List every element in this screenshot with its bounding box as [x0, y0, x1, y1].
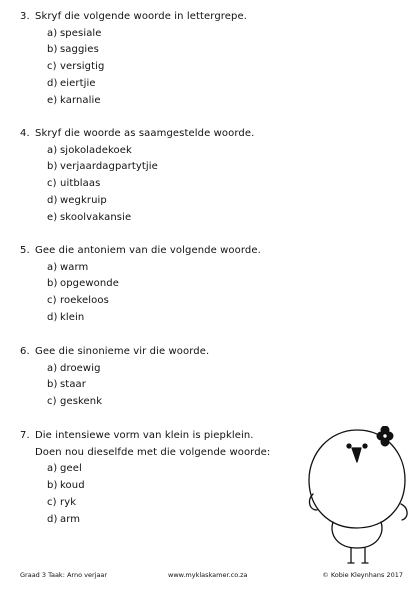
round-bird-with-flower-icon	[305, 426, 410, 568]
question-text: Gee die antoniem van die volgende woorde.	[35, 245, 261, 256]
list-item	[20, 293, 261, 310]
question-prompt	[20, 126, 254, 143]
list-item	[20, 93, 247, 110]
list-item	[20, 42, 247, 59]
question-number: 5.	[20, 245, 30, 256]
item-word: sjokoladekoek	[60, 144, 132, 156]
item-list	[20, 26, 247, 110]
item-letter: b)	[47, 278, 58, 290]
item-word: eiertjie	[60, 77, 96, 89]
list-item	[20, 26, 247, 43]
item-list	[20, 143, 254, 227]
item-word: klein	[60, 311, 85, 323]
question-prompt	[20, 344, 209, 361]
question-number: 7.	[20, 430, 30, 441]
item-letter: b)	[47, 379, 58, 391]
item-word: geel	[60, 463, 82, 475]
item-list	[20, 461, 270, 528]
list-item	[20, 361, 209, 378]
list-item	[20, 512, 270, 529]
item-letter: b)	[47, 44, 58, 56]
list-item	[20, 59, 247, 76]
list-item	[20, 260, 261, 277]
list-item	[20, 310, 261, 327]
question-6	[20, 344, 209, 411]
question-7	[20, 428, 270, 528]
item-word: geskenk	[60, 396, 103, 408]
question-number: 3.	[20, 11, 30, 22]
question-prompt	[20, 9, 247, 26]
item-letter: a)	[47, 27, 58, 39]
question-prompt	[20, 428, 270, 445]
item-word: verjaardagpartytjie	[60, 161, 158, 173]
list-item	[20, 478, 270, 495]
list-item	[20, 461, 270, 478]
item-word: roekeloos	[60, 295, 109, 307]
item-word: skoolvakansie	[60, 211, 132, 223]
item-word: droewig	[60, 362, 101, 374]
item-letter: b)	[47, 161, 58, 173]
item-letter: e)	[47, 94, 58, 106]
list-item	[20, 193, 254, 210]
item-word: warm	[60, 261, 89, 273]
list-item	[20, 377, 209, 394]
footer-website: www.myklaskamer.co.za	[168, 571, 248, 579]
item-letter: a)	[47, 261, 58, 273]
list-item	[20, 276, 261, 293]
item-word: uitblaas	[60, 178, 101, 190]
item-list	[20, 260, 261, 327]
question-5	[20, 243, 261, 327]
question-text: Die intensiewe vorm van klein is piepklein.	[35, 430, 254, 441]
list-item	[20, 495, 270, 512]
list-item	[20, 394, 209, 411]
question-number: 4.	[20, 128, 30, 139]
question-text: Gee die sinonieme vir die woorde.	[35, 346, 210, 357]
list-item	[20, 176, 254, 193]
item-word: staar	[60, 379, 86, 391]
item-letter: b)	[47, 480, 58, 492]
item-letter: d)	[47, 77, 58, 89]
item-letter: e)	[47, 211, 58, 223]
question-3	[20, 9, 247, 109]
item-letter: d)	[47, 311, 58, 323]
question-text: Skryf die woorde as saamgestelde woorde.	[35, 128, 255, 139]
item-letter: c)	[47, 496, 57, 508]
footer-copyright: © Kobie Kleynhans 2017	[322, 571, 403, 579]
item-word: karnalie	[60, 94, 101, 106]
item-letter: c)	[47, 396, 57, 408]
item-word: wegkruip	[60, 194, 107, 206]
list-item	[20, 159, 254, 176]
item-word: arm	[60, 513, 81, 525]
item-letter: a)	[47, 463, 58, 475]
question-text-continued: Doen nou dieselfde met die volgende woorde:	[35, 446, 271, 458]
item-letter: a)	[47, 362, 58, 374]
list-item	[20, 210, 254, 227]
item-word: saggies	[60, 44, 99, 56]
question-number: 6.	[20, 346, 30, 357]
question-text: Skryf die volgende woorde in lettergrepe.	[35, 11, 248, 22]
item-letter: d)	[47, 513, 58, 525]
question-4	[20, 126, 254, 226]
item-letter: c)	[47, 295, 57, 307]
question-prompt	[20, 243, 261, 260]
item-word: koud	[60, 480, 85, 492]
item-letter: a)	[47, 144, 58, 156]
item-list	[20, 361, 209, 411]
item-letter: c)	[47, 178, 57, 190]
item-word: versigtig	[60, 61, 105, 73]
list-item	[20, 76, 247, 93]
item-word: opgewonde	[60, 278, 120, 290]
item-letter: d)	[47, 194, 58, 206]
item-letter: c)	[47, 61, 57, 73]
item-word: ryk	[60, 496, 77, 508]
list-item	[20, 143, 254, 160]
footer-task-title: Graad 3 Taak: Arno verjaar	[20, 571, 108, 579]
item-word: spesiale	[60, 27, 102, 39]
